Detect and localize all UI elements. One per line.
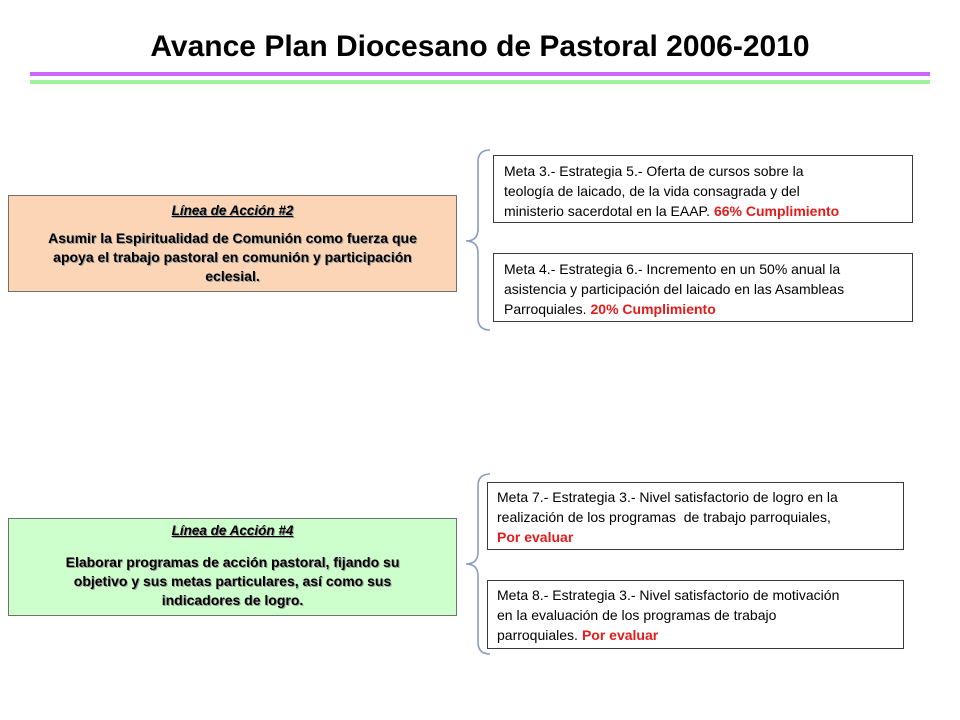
meta-text: Parroquiales. — [504, 301, 587, 317]
meta-text-line: realización de los programas de trabajo parroquiales, — [497, 509, 831, 525]
green-divider — [30, 80, 930, 84]
description-line: indicadores de logro. — [161, 592, 304, 608]
linea-accion-2-box — [8, 195, 457, 292]
linea-heading: Línea de Acción #4 — [171, 523, 294, 538]
description-line: Elaborar programas de acción pastoral, fijando su — [65, 554, 400, 570]
status-text: 66% Cumplimiento — [713, 203, 840, 219]
description-line: objetivo y sus metas particulares, así como sus — [73, 573, 392, 589]
meta-text-line: Meta 7.- Estrategia 3.- Nivel satisfactorio de logro en la — [497, 489, 838, 505]
meta-text-line — [497, 625, 903, 645]
meta-8-box — [487, 580, 904, 649]
meta-text-line: Meta 3.- Estrategia 5.- Oferta de cursos sobre la — [504, 163, 804, 179]
meta-text-line: teología de laicado, de la vida consagrada y del — [504, 183, 800, 199]
meta-text-line: Meta 8.- Estrategia 3.- Nivel satisfactorio de motivación — [497, 587, 840, 603]
description-line: eclesial. — [205, 268, 260, 284]
description-line: Asumir la Espiritualidad de Comunión como fuerza que — [48, 230, 417, 246]
slide-title: Avance Plan Diocesano de Pastoral 2006-2010 — [150, 30, 810, 63]
linea-description — [9, 229, 456, 286]
meta-text-line: asistencia y participación del laicado en las Asambleas — [504, 281, 845, 297]
meta-text-line: en la evaluación de los programas de trabajo — [497, 607, 777, 623]
status-text: 20% Cumplimiento — [590, 301, 716, 317]
meta-3-box — [493, 155, 913, 223]
linea-description — [9, 553, 456, 610]
meta-text-line — [504, 299, 912, 319]
status-text: Por evaluar — [497, 529, 574, 545]
status-text: Por evaluar — [581, 627, 659, 643]
meta-7-box — [487, 482, 904, 550]
meta-text-line — [504, 201, 912, 221]
linea-accion-4-box — [8, 518, 457, 616]
meta-text: ministerio sacerdotal en la EAAP. — [504, 203, 710, 219]
purple-divider — [30, 72, 930, 76]
description-line: apoya el trabajo pastoral en comunión y participación — [53, 249, 412, 265]
meta-4-box — [493, 253, 913, 322]
meta-text: parroquiales. — [497, 627, 578, 643]
left-brace-linea-2 — [466, 150, 490, 330]
meta-text-line: Meta 4.- Estrategia 6.- Incremento en un 50% anual la — [504, 261, 841, 277]
linea-heading: Línea de Acción #2 — [171, 203, 294, 218]
